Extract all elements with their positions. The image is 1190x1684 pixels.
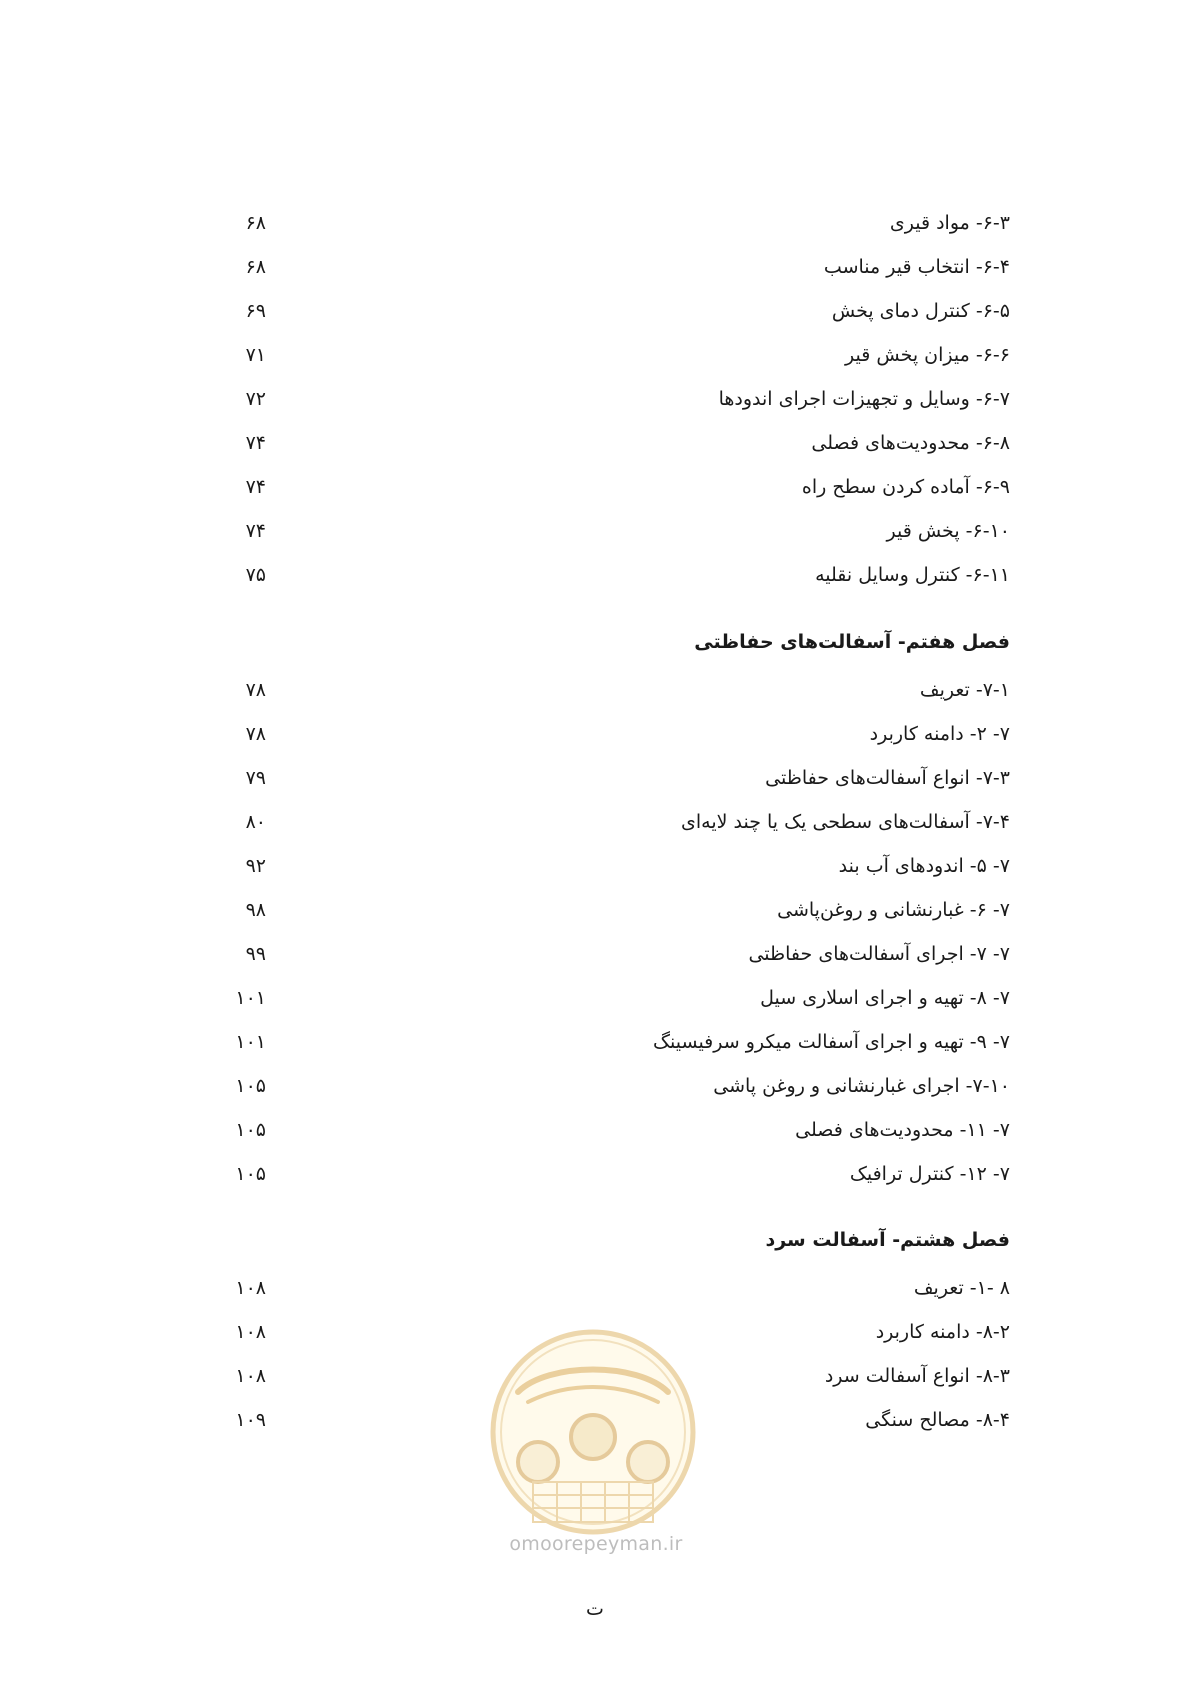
chapter-title: فصل هفتم- آسفالت‌های حفاظتی <box>694 631 1010 653</box>
chapter-heading <box>0 1220 1190 1260</box>
entry-page: ۷۴ <box>245 432 266 454</box>
entry-page: ۱۰۱ <box>235 1031 266 1053</box>
entry-title: ۷- ۱۱- محدودیت‌های فصلی <box>795 1119 1010 1141</box>
entry-page: ۹۸ <box>245 899 266 921</box>
entry-title: ۷- ۲- دامنه کاربرد <box>869 723 1010 745</box>
entry-page: ۹۹ <box>245 943 266 965</box>
toc-entry <box>0 247 1190 287</box>
entry-title: ۶-۳- مواد قیری <box>889 212 1010 234</box>
toc-entry <box>0 890 1190 930</box>
entry-page: ۶۸ <box>245 256 266 278</box>
entry-title: ۷-۴- آسفالت‌های سطحی یک یا چند لایه‌ای <box>681 811 1010 833</box>
entry-page: ۷۸ <box>245 723 266 745</box>
toc-entry <box>0 1154 1190 1194</box>
toc-entry <box>0 846 1190 886</box>
entry-title: ۷-۳- انواع آسفالت‌های حفاظتی <box>765 767 1010 789</box>
entry-page: ۷۴ <box>245 476 266 498</box>
entry-page: ۸۰ <box>245 811 266 833</box>
toc-entry <box>0 423 1190 463</box>
toc-entry <box>0 511 1190 551</box>
entry-page: ۱۰۸ <box>235 1365 266 1387</box>
watermark-url: omoorepeyman.ir <box>509 1533 683 1555</box>
page-number-footer: ت <box>586 1598 604 1620</box>
toc-entry <box>0 1268 1190 1308</box>
entry-title: ۶-۶- میزان پخش قیر <box>845 344 1010 366</box>
entry-title: ۸-۴- مصالح سنگی <box>865 1409 1010 1431</box>
entry-page: ۷۵ <box>245 564 266 586</box>
entry-title: ۷-۱۰- اجرای غبارنشانی و روغن پاشی <box>713 1075 1010 1097</box>
entry-title: ۷- ۸- تهیه و اجرای اسلاری سیل <box>760 987 1010 1009</box>
entry-title: ۷- ۵- اندودهای آب بند <box>838 855 1010 877</box>
entry-title: ۶-۷- وسایل و تجهیزات اجرای اندودها <box>718 388 1010 410</box>
toc-entry <box>0 978 1190 1018</box>
toc-entry <box>0 802 1190 842</box>
entry-title: ۶-۱۱- کنترل وسایل نقلیه <box>815 564 1010 586</box>
entry-page: ۱۰۸ <box>235 1321 266 1343</box>
entry-title: ۶-۵- کنترل دمای پخش <box>831 300 1010 322</box>
entry-title: ۷- ۶- غبارنشانی و روغن‌پاشی <box>777 899 1010 921</box>
chapter-title: فصل هشتم- آسفالت سرد <box>765 1229 1010 1251</box>
entry-page: ۱۰۵ <box>235 1075 266 1097</box>
chapter-heading <box>0 622 1190 662</box>
entry-title: ۶-۸- محدودیت‌های فصلی <box>811 432 1010 454</box>
toc-entry <box>0 934 1190 974</box>
entry-title: ۶-۱۰- پخش قیر <box>886 520 1010 542</box>
entry-title: ۷-۱- تعریف <box>919 679 1010 701</box>
entry-page: ۶۸ <box>245 212 266 234</box>
watermark-logo-icon <box>488 1322 698 1562</box>
entry-page: ۷۸ <box>245 679 266 701</box>
entry-title: ۸-۲- دامنه کاربرد <box>875 1321 1010 1343</box>
toc-entry <box>0 291 1190 331</box>
toc-entry <box>0 670 1190 710</box>
toc-entry <box>0 555 1190 595</box>
toc-entry <box>0 714 1190 754</box>
entry-title: ۶-۹- آماده کردن سطح راه <box>801 476 1010 498</box>
toc-entry <box>0 758 1190 798</box>
entry-page: ۷۹ <box>245 767 266 789</box>
entry-title: ۷- ۷- اجرای آسفالت‌های حفاظتی <box>748 943 1010 965</box>
entry-title: ۸-۳- انواع آسفالت سرد <box>824 1365 1010 1387</box>
toc-entry <box>0 203 1190 243</box>
toc-entry <box>0 1022 1190 1062</box>
entry-page: ۱۰۸ <box>235 1277 266 1299</box>
toc-entry <box>0 379 1190 419</box>
entry-page: ۱۰۱ <box>235 987 266 1009</box>
entry-page: ۷۴ <box>245 520 266 542</box>
entry-page: ۷۱ <box>245 344 266 366</box>
toc-entry <box>0 467 1190 507</box>
entry-page: ۱۰۵ <box>235 1119 266 1141</box>
entry-page: ۹۲ <box>245 855 266 877</box>
toc-entry <box>0 335 1190 375</box>
entry-title: ۷- ۹- تهیه و اجرای آسفالت میکرو سرفیسینگ <box>653 1031 1010 1053</box>
toc-entry <box>0 1110 1190 1150</box>
entry-title: ۷- ۱۲- کنترل ترافیک <box>849 1163 1010 1185</box>
entry-title: ۸ -۱- تعریف <box>913 1277 1010 1299</box>
entry-page: ۶۹ <box>245 300 266 322</box>
entry-page: ۱۰۹ <box>235 1409 266 1431</box>
entry-page: ۷۲ <box>245 388 266 410</box>
toc-entry <box>0 1066 1190 1106</box>
entry-page: ۱۰۵ <box>235 1163 266 1185</box>
entry-title: ۶-۴- انتخاب قیر مناسب <box>823 256 1010 278</box>
